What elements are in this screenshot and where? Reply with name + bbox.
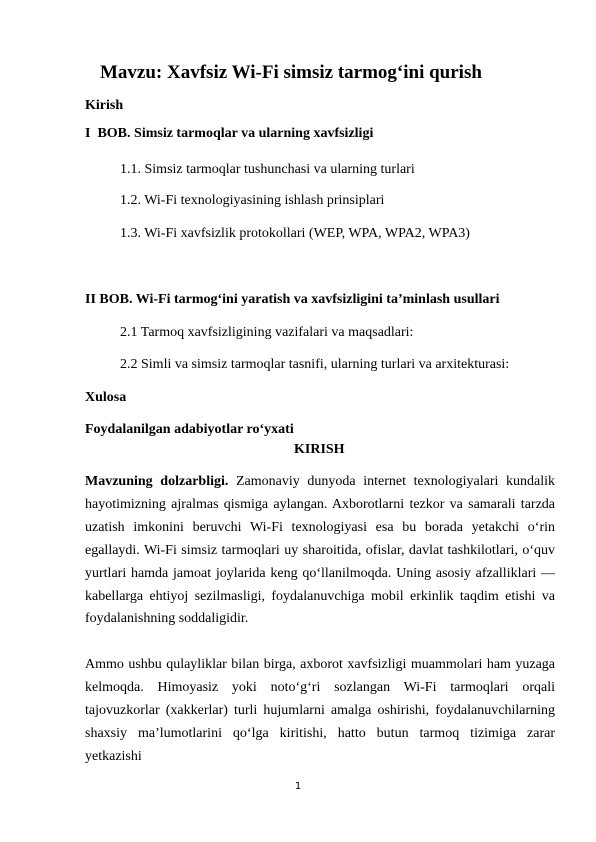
toc-item-2-1: 2.1 Tarmoq xavfsizligining vazifalari va maqsadlari: <box>120 325 414 340</box>
toc-item-2-2: 2.2 Simli va simsiz tarmoqlar tasnifi, ularning turlari va arxitekturasi: <box>120 357 510 372</box>
paragraph-relevance-text: Zamonaviy dunyoda internet texnologiyalari kundalik hayotimizning ajralmas qismiga aylangan. Axborotlarni tezkor va samarali tarzda uzatish imkonini beruvchi Wi-Fi texnologiyasi esa bu borada yetakchi o‘rin egallaydi. Wi-Fi simsiz tarmoqlari uy sharoitida, ofislar, davlat tashkilotlari, o‘quv yurtlari hamda jamoat joylarida keng qo‘llanilmoqda. Uning asosiy afzalliklari — kabellarga ehtiyoj sezilmasligi, foydalanuvchiga mobil erkinlik taqdim etishi va foydalanishning soddaligidir. <box>85 474 556 627</box>
toc-chapter-1-title: . Simsiz tarmoqlar va ularning xavfsizligi <box>127 126 374 141</box>
toc-conclusion: Xulosa <box>85 390 127 405</box>
page-number: 1 <box>294 781 302 792</box>
section-heading: KIRISH <box>294 442 345 457</box>
toc-item-1-3: 1.3. Wi-Fi xavfsizlik protokollari (WEP, WPA, WPA2, WPA3) <box>120 226 470 241</box>
toc-chapter-1-prefix: I <box>85 126 91 141</box>
toc-chapter-2-bob: BOB <box>99 292 129 307</box>
toc-chapter-2-prefix: II <box>85 292 96 307</box>
toc-chapter-2 <box>85 292 500 308</box>
toc-item-1-2: 1.2. Wi-Fi texnologiyasining ishlash prinsiplari <box>120 193 385 208</box>
paragraph-relevance-lead: Mavzuning dolzarbligi. <box>85 474 229 489</box>
document-title: Mavzu: Xavfsiz Wi-Fi simsiz tarmog‘ini qurish <box>100 62 482 83</box>
paragraph-relevance <box>85 471 555 631</box>
toc-intro: Kirish <box>85 98 124 113</box>
toc-chapter-2-title: . Wi-Fi tarmog‘ini yaratish va xavfsizligini ta’minlash usullari <box>128 292 500 307</box>
toc-item-1-1: 1.1. Simsiz tarmoqlar tushunchasi va ularning turlari <box>120 162 415 177</box>
toc-chapter-1 <box>85 126 373 142</box>
paragraph-security-issues: Ammo ushbu qulayliklar bilan birga, axborot xavfsizligi muammolari ham yuzaga kelmoqda. Himoyasiz yoki noto‘g‘ri sozlangan Wi-Fi tarmoqlari orqali tajovuzkorlar (xakkerlar) turli hujumlarni amalga oshirishi, foydalanuvchilarning shaxsiy ma’lumotlarini qo‘lga kiritishi, hatto butun tarmoq tizimiga zarar yetkazishi <box>85 657 555 764</box>
toc-references: Foydalanilgan adabiyotlar ro‘yxati <box>85 422 294 437</box>
toc-chapter-1-bob: BOB <box>97 126 128 141</box>
